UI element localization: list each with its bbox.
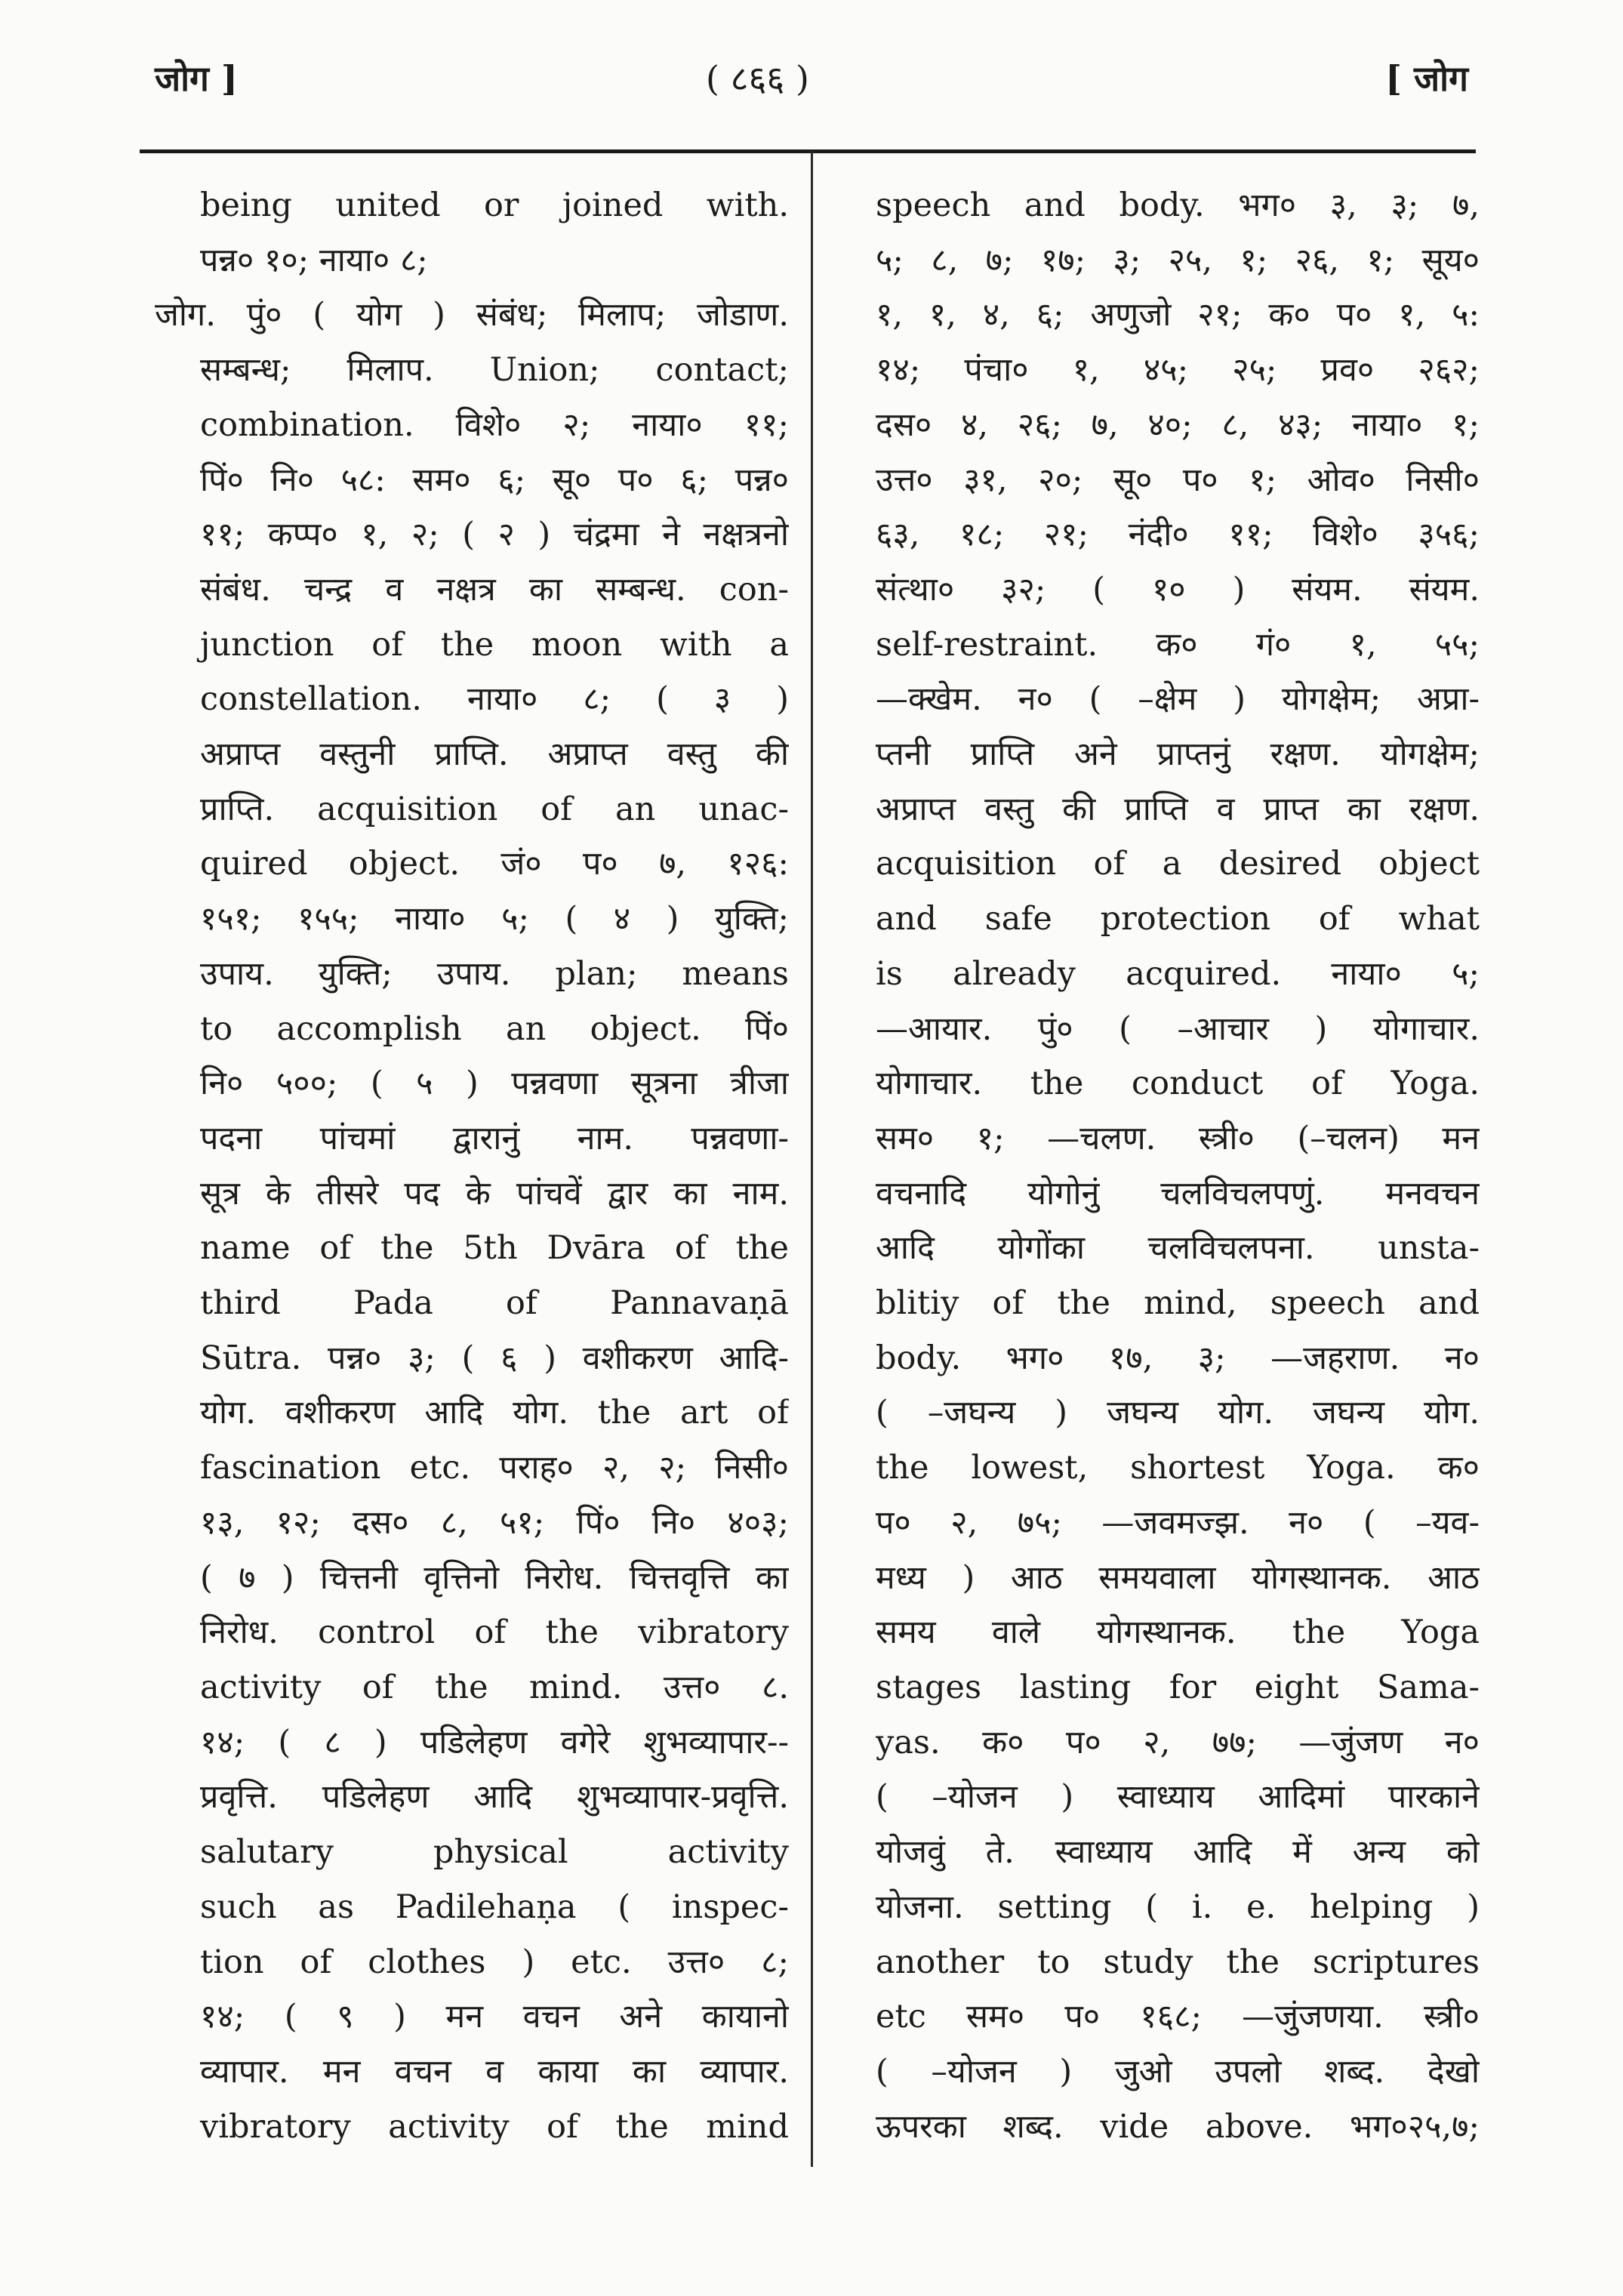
text-line: yas. क० प० २, ७७; —जुंजण न०	[876, 1723, 1480, 1761]
text-line: constellation. नाया० ८; ( ३ )	[200, 680, 789, 719]
text-line: is already acquired. नाया० ५;	[876, 954, 1480, 993]
text-line: ( ७ ) चित्तनी वृत्तिनो निरोध. चित्तवृत्ति का	[200, 1558, 789, 1597]
text-line: प्तनी प्राप्ति अने प्राप्तनुं रक्षण. योगक्षेम;	[876, 735, 1480, 774]
text-line: योजना. setting ( i. e. helping )	[876, 1888, 1480, 1926]
text-line: such as Padilehaṇa ( inspec-	[200, 1888, 789, 1926]
text-line: प० २, ७५; —जवमज्झ. न० ( –यव-	[876, 1503, 1480, 1542]
text-line: आदि योगोंका चलविचलपना. unsta-	[876, 1229, 1480, 1268]
column-divider	[811, 151, 813, 2167]
text-line: speech and body. भग० ३, ३; ७,	[876, 186, 1480, 224]
page-number: ( ८६६ )	[706, 58, 809, 99]
text-line: अप्राप्त वस्तुनी प्राप्ति. अप्राप्त वस्तु की	[200, 735, 789, 774]
text-line: third Pada of Pannavaṇā	[200, 1284, 789, 1323]
text-line: मध्य ) आठ समयवाला योगस्थानक. आठ	[876, 1558, 1480, 1597]
right-column	[876, 178, 1480, 2154]
text-line: acquisition of a desired object	[876, 845, 1480, 883]
text-line: and safe protection of what	[876, 900, 1480, 938]
text-line: निरोध. control of the vibratory	[200, 1613, 789, 1652]
text-line: योगाचार. the conduct of Yoga.	[876, 1065, 1480, 1103]
text-line: ५; ८, ७; १७; ३; २५, १; २६, १; सूय०	[876, 241, 1480, 279]
text-line: उपाय. युक्ति; उपाय. plan; means	[200, 954, 789, 993]
text-line: to accomplish an object. पिं०	[200, 1009, 789, 1048]
text-line: junction of the moon with a	[200, 625, 789, 664]
text-line: ( –योजन ) स्वाध्याय आदिमां पारकाने	[876, 1778, 1480, 1817]
text-line: fascination etc. पराह० २, २; निसी०	[200, 1449, 789, 1487]
text-line: activity of the mind. उत्त० ८.	[200, 1668, 789, 1706]
text-line: १५१; १५५; नाया० ५; ( ४ ) युक्ति;	[200, 900, 789, 938]
text-line: combination. विशे० २; नाया० ११;	[200, 405, 789, 444]
text-line: दस० ४, २६; ७, ४०; ८, ४३; नाया० १;	[876, 405, 1480, 444]
left-column	[155, 178, 789, 2154]
text-line: उत्त० ३१, २०; सू० प० १; ओव० निसी०	[876, 461, 1480, 499]
text-line: १४; पंचा० १, ४५; २५; प्रव० २६२;	[876, 351, 1480, 390]
text-line: संबंध. चन्द्र व नक्षत्र का सम्बन्ध. con-	[200, 570, 789, 609]
text-line: संत्था० ३२; ( १० ) संयम. संयम.	[876, 570, 1480, 609]
text-line: quired object. जं० प० ७, १२६:	[200, 845, 789, 883]
text-line: १४; ( ९ ) मन वचन अने कायानो	[200, 1998, 789, 2036]
text-line: being united or joined with.	[200, 186, 789, 224]
text-line: योग. वशीकरण आदि योग. the art of	[200, 1394, 789, 1432]
text-line: salutary physical activity	[200, 1833, 789, 1872]
header-left-guideword: जोग ]	[155, 58, 238, 99]
text-line: ऊपरका शब्द. vide above. भग०२५,७;	[876, 2107, 1480, 2146]
text-line: प्रवृत्ति. पडिलेहण आदि शुभव्यापार-प्रवृत्ति.	[200, 1778, 789, 1817]
text-line: वचनादि योगोनुं चलविचलपणुं. मनवचन	[876, 1174, 1480, 1213]
text-line: योजवुं ते. स्वाध्याय आदि में अन्य को	[876, 1833, 1480, 1872]
text-line: tion of clothes ) etc. उत्त० ८;	[200, 1943, 789, 1981]
text-line: name of the 5th Dvāra of the	[200, 1229, 789, 1268]
text-line: पदना पांचमां द्वारानुं नाम. पन्नवणा-	[200, 1119, 789, 1157]
text-line: ६३, १८; २१; नंदी० ११; विशे० ३५६;	[876, 516, 1480, 554]
text-line: नि० ५००; ( ५ ) पन्नवणा सूत्रना त्रीजा	[200, 1065, 789, 1103]
text-line: समय वाले योगस्थानक. the Yoga	[876, 1613, 1480, 1652]
text-line: stages lasting for eight Sama-	[876, 1668, 1480, 1706]
text-line: सूत्र के तीसरे पद के पांचवें द्वार का नाम.	[200, 1174, 789, 1213]
text-line: —क्खेम. न० ( –क्षेम ) योगक्षेम; अप्रा-	[876, 680, 1480, 719]
text-line: ( –योजन ) जुओ उपलो शब्द. देखो	[876, 2052, 1480, 2091]
text-line: सम्बन्ध; मिलाप. Union; contact;	[200, 351, 789, 390]
text-line: body. भग० १७, ३; —जहराण. न०	[876, 1339, 1480, 1377]
text-line: ( –जघन्य ) जघन्य योग. जघन्य योग.	[876, 1394, 1480, 1432]
text-line: पिं० नि० ५८: सम० ६; सू० प० ६; पन्न०	[200, 461, 789, 499]
header-rule	[140, 149, 1476, 153]
text-line: प्राप्ति. acquisition of an unac-	[200, 790, 789, 828]
text-line: etc सम० प० १६८; —जुंजणया. स्त्री०	[876, 1998, 1480, 2036]
text-line: व्यापार. मन वचन व काया का व्यापार.	[200, 2052, 789, 2091]
text-line: १, १, ४, ६; अणुजो २१; क० प० १, ५:	[876, 296, 1480, 334]
text-line: १४; ( ८ ) पडिलेहण वगेरे शुभव्यापार--	[200, 1723, 789, 1761]
text-line: the lowest, shortest Yoga. क०	[876, 1449, 1480, 1487]
text-line: another to study the scriptures	[876, 1943, 1480, 1981]
text-line: blitiy of the mind, speech and	[876, 1284, 1480, 1323]
text-line: self-restraint. क० गं० १, ५५;	[876, 625, 1480, 664]
text-line: vibratory activity of the mind	[200, 2107, 789, 2146]
header-right-guideword: [ जोग	[1385, 58, 1468, 99]
text-line: —आयार. पुं० ( –आचार ) योगाचार.	[876, 1009, 1480, 1048]
text-line: अप्राप्त वस्तु की प्राप्ति व प्राप्त का रक्षण.	[876, 790, 1480, 828]
text-line: Sūtra. पन्न० ३; ( ६ ) वशीकरण आदि-	[200, 1339, 789, 1377]
text-line: ११; कप्प० १, २; ( २ ) चंद्रमा ने नक्षत्रनो	[200, 516, 789, 554]
text-line: सम० १; —चलण. स्त्री० (–चलन) मन	[876, 1119, 1480, 1157]
text-line: १३, १२; दस० ८, ५१; पिं० नि० ४०३;	[200, 1503, 789, 1542]
text-line: पन्न० १०; नाया० ८;	[200, 241, 428, 279]
text-line: जोग. पुं० ( योग ) संबंध; मिलाप; जोडाण.	[155, 296, 789, 334]
